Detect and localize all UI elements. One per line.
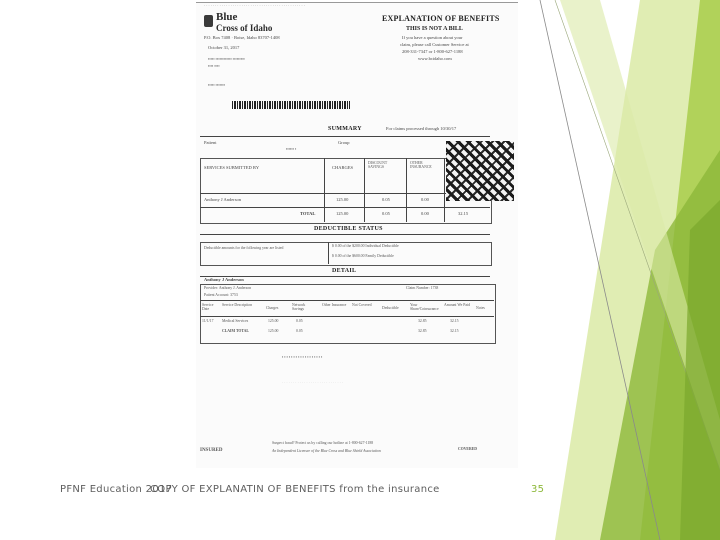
redacted-area — [446, 141, 514, 201]
summary-row-other: 0.00 — [421, 197, 429, 202]
detail-col-4: Other Insurance — [322, 303, 347, 307]
scan-top-strip: · · · · · · · · · · · · · · · · · · · · · · · · · · · · · · · · · · · · · · · · · · · · · · — [204, 4, 305, 8]
detail-heading: DETAIL — [332, 268, 357, 274]
deductible-note: Deductible amounts for the following year are listed — [204, 246, 284, 250]
fraud-line-2: An Independent Licensee of the Blue Cross and Blue Shield Association — [272, 449, 381, 453]
group-label: Group — [338, 140, 350, 145]
bottom-code: INSURED — [200, 448, 223, 453]
claim-total-label: CLAIM TOTAL — [222, 329, 249, 333]
detail-row-share: 32.85 — [418, 319, 427, 323]
claim-total-share: 32.85 — [418, 329, 427, 333]
detail-name: Anthony J Anderson — [204, 277, 244, 282]
detail-col-9: Notes — [476, 306, 485, 310]
eob-title: EXPLANATION OF BENEFITS — [382, 14, 500, 23]
total-charges: 125.00 — [336, 211, 349, 216]
page-number: 35 — [531, 484, 545, 495]
detail-row-charges: 125.00 — [268, 319, 279, 323]
detail-col-5: Not Covered — [352, 303, 372, 307]
detail-col-7: Your Share/Coinsurance — [410, 303, 439, 311]
logo-line1: Blue — [216, 11, 238, 23]
bottom-code-2: COVERED — [458, 447, 477, 451]
logo-line2: Cross of Idaho — [216, 23, 273, 33]
detail-row-savings: 0.05 — [296, 319, 303, 323]
detail-col-1: Service Description — [222, 303, 253, 307]
summary-row-label: Anthony J Anderson — [204, 197, 241, 202]
deductible-heading: DEDUCTIBLE STATUS — [314, 226, 383, 232]
patient-account-label: Patient Account: 3753 — [204, 293, 238, 297]
total-other: 0.00 — [421, 211, 429, 216]
col-services: SERVICES SUBMITTED BY — [204, 165, 260, 170]
col-charges: CHARGES — [332, 165, 354, 170]
contact-line-1: If you have a question about your — [402, 35, 463, 40]
provider-label: Provider: Anthony J. Anderson — [204, 286, 252, 290]
detail-col-0: Service Date — [202, 303, 214, 311]
blue-cross-logo-icon — [204, 15, 213, 27]
patient-label: Patient — [204, 140, 217, 145]
detail-row-paid: 32.15 — [450, 319, 459, 323]
detail-row-description: Medical Services — [222, 319, 249, 323]
detail-row-date: 11/1/17 — [202, 319, 214, 323]
period-line: For claims processed through 10/30/17 — [386, 126, 457, 131]
detail-col-2: Charges — [266, 306, 279, 310]
eob-document-scan: · · · · · · · · · · · · · · · · · · · · · · · · · · · · · · · · · · · · · · · · · · · · · · Blue Cross of Idaho P.O. Box 7408 · Boise, Idaho 83707-1408 EXPLANATION OF BENEFITS THIS IS NOT A BILL If you have a question about your claim, please call Customer Service at 208-331-7347 or 1-800-627-1188 www.bcidaho.com October 31, 2017 ▪▪▪▪▪ ▪▪▪▪▪▪▪▪▪▪▪▪ ▪▪▪▪▪▪▪▪▪ ▪▪▪▪ ▪▪▪▪ ▪▪▪▪▪ ▪▪▪▪▪▪▪ SUMMARY For claims processed through 10/30/17 Patient Group ▪▪▪▪▪▪ ▪ SERVICES SUBMITTED BY CHARGES DISCOUNT SAVINGS OTHER INSURANCE Anthony J Anderson 125.00 0.05 0.00 TOTAL 125.00 0.05 0.00 32.15 DEDUCTIBLE STATUS Deductible amounts for the following year are listed $ 0.00 of the $200.00 Individual Deductible $ 0.00 of the $600.00 Family Deductible DETAIL Anthony J Anderson Provider: Anthony J. Anderson Patient Account: 3753 Claim Number: 1738 Service Date Service Description Charges Network Savings Other Insurance Not Covered Deductible Your Share/Coinsurance Amount We Paid Notes 11/1/17 Medical Services 125.00 0.05 32.85 32.15 CLAIM TOTAL 125.00 0.05 32.85 32.15 ▪ ▪ ▪ ▪ ▪ ▪ ▪ ▪ ▪ ▪ ▪ ▪ ▪ ▪ ▪ ▪ ▪ ▪ · · · · · · · · · · · · · · · · · · · · · · · · · · · · INSURED Suspect fraud? Protect us by calling our hotline at 1-800-627-1188 An Independent Licensee of the Blue Cross and Blue Shield Association COVERED — [196, 2, 518, 468]
summary-row-charges: 125.00 — [336, 197, 349, 202]
detail-col-6: Deductible — [382, 306, 399, 310]
detail-col-3: Network Savings — [292, 303, 306, 311]
claim-number-label: Claim Number: 1738 — [406, 286, 439, 290]
footer-left: PFNF Education 2017 — [60, 484, 173, 495]
not-a-bill-label: THIS IS NOT A BILL — [406, 26, 463, 32]
contact-line-4: www.bcidaho.com — [418, 56, 452, 61]
deductible-line-2: $ 0.00 of the $600.00 Family Deductible — [332, 254, 394, 258]
summary-row-discount: 0.05 — [382, 197, 390, 202]
total-discount: 0.05 — [382, 211, 390, 216]
fraud-line-1: Suspect fraud? Protect us by calling our hotline at 1-800-627-1188 — [272, 441, 374, 445]
claim-total-savings: 0.05 — [296, 329, 303, 333]
contact-line-2: claim, please call Customer Service at — [400, 42, 469, 47]
postal-barcode — [232, 101, 350, 109]
detail-table — [200, 284, 496, 344]
deductible-line-1: $ 0.00 of the $200.00 Individual Deductible — [332, 244, 399, 248]
summary-heading: SUMMARY — [328, 126, 362, 132]
company-address: P.O. Box 7408 · Boise, Idaho 83707-1408 — [204, 35, 280, 40]
claim-total-charges: 125.00 — [268, 329, 279, 333]
col-other: OTHER INSURANCE — [410, 161, 432, 169]
slide-caption: COPY OF EXPLANATIN OF BENEFITS from the insurance — [150, 484, 440, 495]
contact-line-3: 208-331-7347 or 1-800-627-1188 — [402, 49, 463, 54]
detail-col-8: Amount We Paid — [444, 303, 470, 307]
claim-total-paid: 32.15 — [450, 329, 459, 333]
total-paid: 32.15 — [458, 211, 469, 216]
total-label: TOTAL — [300, 211, 316, 216]
col-discount: DISCOUNT SAVINGS — [368, 161, 388, 169]
statement-date: October 31, 2017 — [208, 45, 240, 50]
